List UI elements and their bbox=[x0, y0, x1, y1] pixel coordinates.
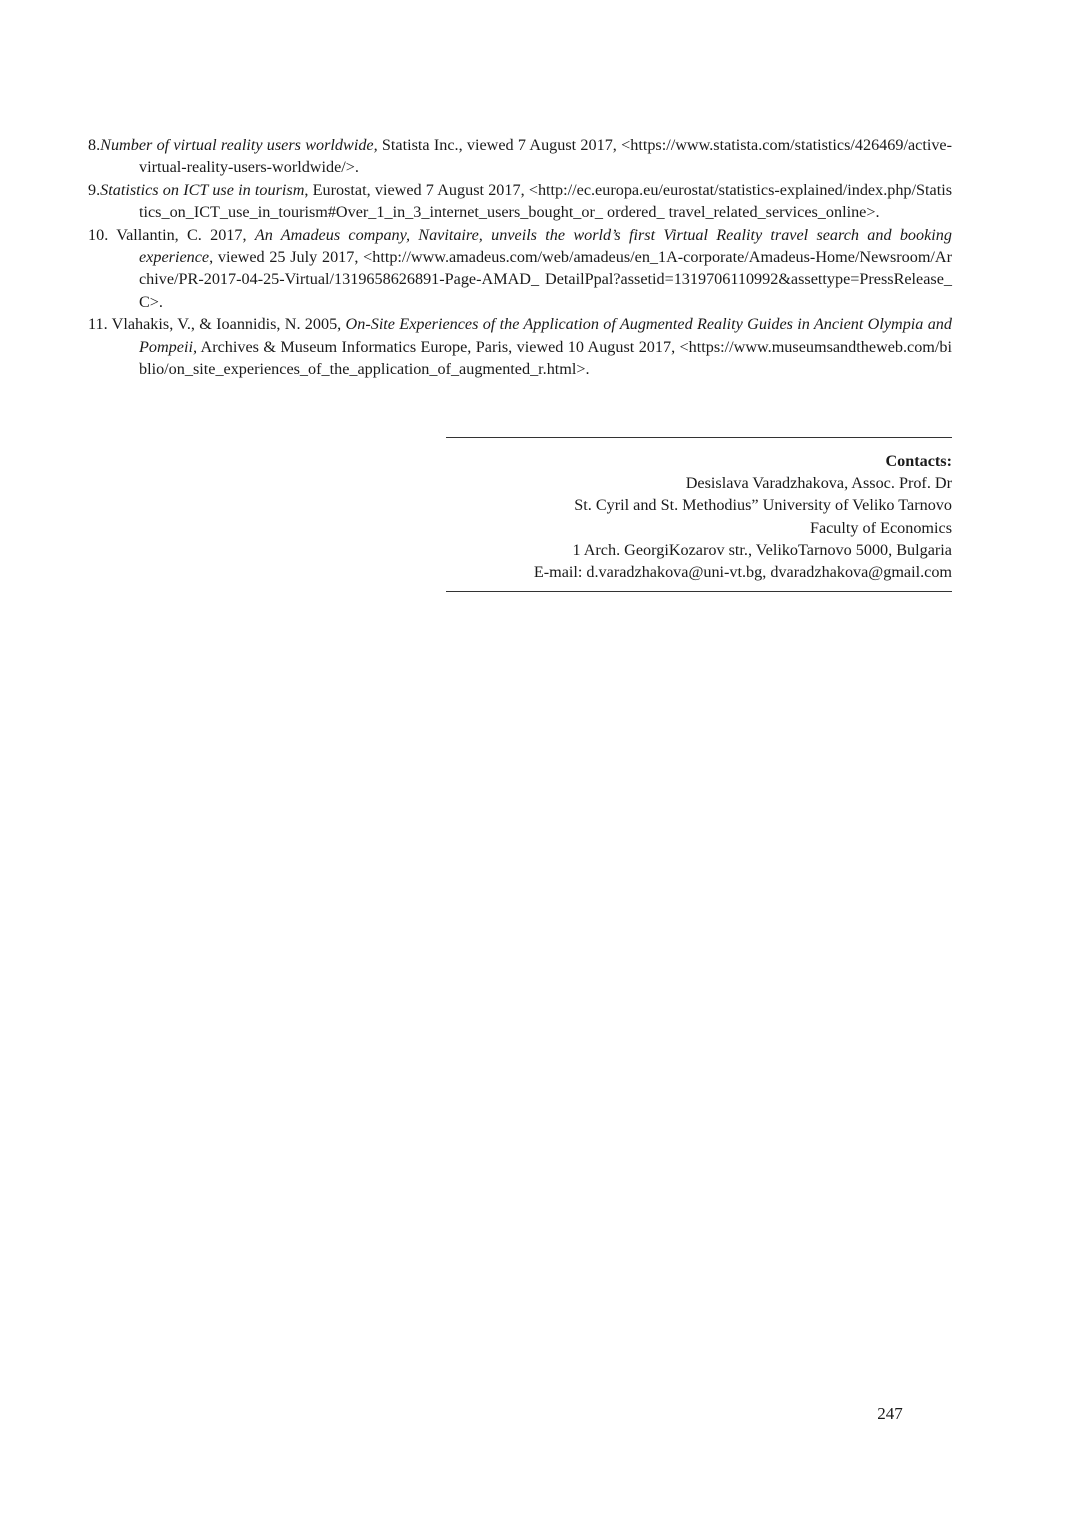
reference-item bbox=[88, 179, 952, 224]
reference-item bbox=[88, 224, 952, 314]
reference-details: , Eurostat, viewed 7 August 2017, <http://ec.europa.eu/eurostat/statistics-explained/index.php/Statistics_on_ICT_use_in_tourism#Over_1_in_3_internet_users_bought_or_ ordered_ travel_related_services_online>. bbox=[139, 180, 952, 222]
reference-list bbox=[88, 134, 952, 380]
contacts-heading: Contacts: bbox=[885, 452, 952, 470]
contact-email: E-mail: d.varadzhakova@uni-vt.bg, dvaradzhakova@gmail.com bbox=[533, 563, 952, 582]
reference-author: Vlahakis, V., & Ioannidis, N. 2005, bbox=[107, 315, 346, 334]
contact-address: 1 Arch. GeorgiKozarov str., VelikoTarnovo 5000, Bulgaria bbox=[572, 540, 952, 559]
reference-author: Vallantin, C. 2017, bbox=[108, 225, 255, 244]
reference-item bbox=[88, 134, 952, 179]
reference-title: An Amadeus company, Navitaire, unveils the world’s first Virtual Reality travel search and booking experience bbox=[139, 225, 952, 267]
reference-number: 11. bbox=[88, 315, 108, 334]
contacts-block bbox=[446, 437, 952, 592]
reference-number: 9. bbox=[88, 180, 101, 199]
reference-details: , viewed 25 July 2017, <http://www.amadeus.com/web/amadeus/en_1A-corporate/Amadeus-Home/Newsroom/Archive/PR-2017-04-25-Virtual/1319658626891-Page-AMAD_ DetailPpal?assetid=1319706110992&assettype=PressRelease_C>. bbox=[139, 248, 952, 311]
reference-number: 8. bbox=[88, 136, 101, 154]
contact-university: St. Cyril and St. Methodius” University of Veliko Tarnovo bbox=[574, 496, 952, 515]
contact-faculty: Faculty of Economics bbox=[809, 518, 952, 537]
reference-details: Archives & Museum Informatics Europe, Paris, viewed 10 August 2017, <https://www.museumsandtheweb.com/biblio/on_site_experiences_of_the_application_of_augmented_r.html>. bbox=[139, 337, 952, 379]
page-number: 247 bbox=[877, 1404, 903, 1423]
reference-title: On-Site Experiences of the Application of Augmented Reality Guides in Ancient Olympia and Pompeii, bbox=[139, 315, 952, 356]
reference-item bbox=[88, 313, 952, 380]
contact-name: Desislava Varadzhakova, Assoc. Prof. Dr bbox=[685, 474, 952, 493]
reference-title: Statistics on ICT use in tourism bbox=[100, 180, 305, 199]
reference-title: Number of virtual reality users worldwide, bbox=[100, 136, 378, 154]
reference-number: 10. bbox=[88, 225, 109, 244]
reference-details: Statista Inc., viewed 7 August 2017, <https://www.statista.com/statistics/426469/active-virtual-reality-users-worldwide/>. bbox=[139, 136, 952, 177]
